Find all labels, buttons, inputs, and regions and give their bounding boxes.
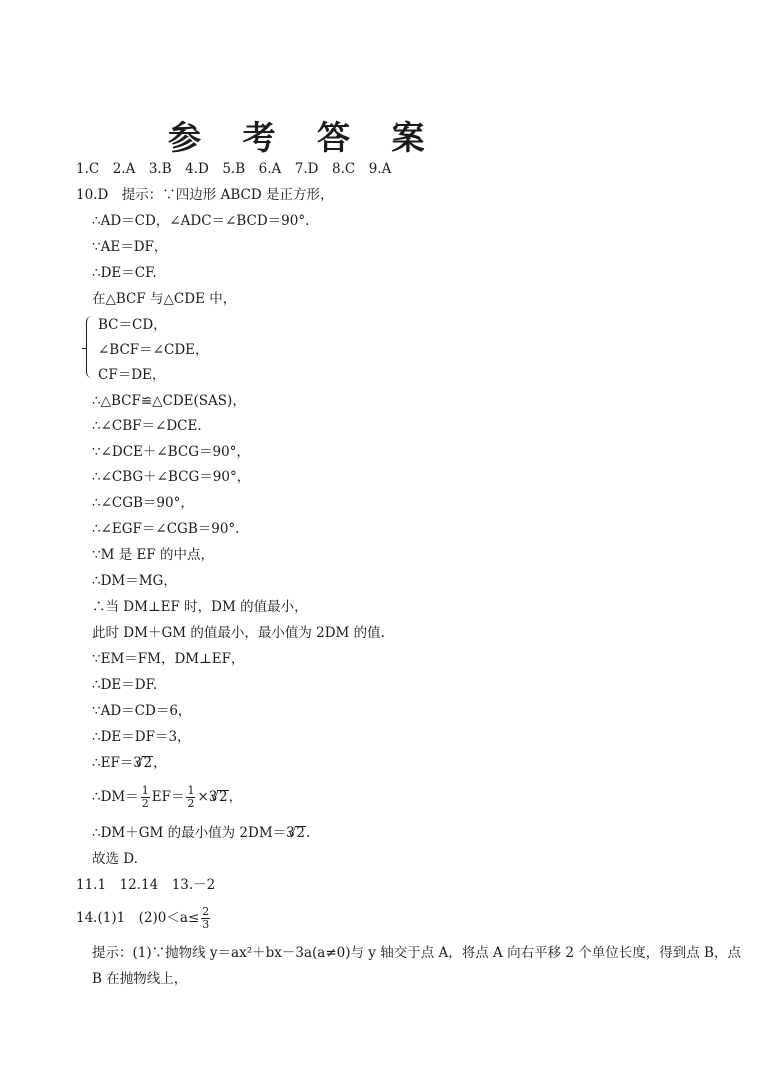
proof-line: ∴∠CBF＝∠DCE.	[92, 418, 202, 434]
proof-line: ∵AE＝DF，	[92, 239, 168, 255]
sqrt: √ 2	[295, 826, 306, 840]
proof-line: ∴∠EGF＝∠CGB＝90°.	[92, 521, 240, 537]
q14-answer	[76, 904, 212, 932]
q14-prefix: 14.(1)1 (2)0＜a≤	[76, 910, 200, 926]
fraction-numerator: 2	[202, 905, 210, 918]
ef-prefix: ∴EF＝3	[92, 755, 142, 771]
min-suffix: .	[305, 825, 311, 841]
fraction	[201, 906, 210, 931]
fraction-denominator: 2	[141, 797, 149, 810]
q10-header: 10.D 提示：∵四边形 ABCD 是正方形，	[76, 187, 334, 203]
proof-line: ∵AD＝CD＝6，	[92, 703, 192, 719]
proof-line: ∵∠DCE＋∠BCG＝90°，	[92, 444, 250, 460]
fraction	[141, 785, 150, 810]
proof-line: ∴∠CBG＋∠BCG＝90°，	[92, 469, 251, 485]
sqrt: √ 2	[217, 790, 228, 804]
dm-times: ×3	[197, 789, 218, 805]
dm-suffix: ，	[228, 789, 243, 805]
dm-prefix: ∴DM＝	[92, 789, 139, 805]
proof-line: ∴DM＝MG，	[92, 573, 177, 589]
proof-line: 在△BCF 与△CDE 中，	[92, 291, 237, 307]
min-prefix: ∴DM＋GM 的最小值为 2DM＝3	[92, 825, 295, 841]
fraction-denominator: 3	[202, 918, 210, 931]
fraction-numerator: 1	[187, 784, 195, 797]
proof-line: 此时 DM＋GM 的值最小，最小值为 2DM 的值.	[92, 625, 385, 641]
fraction-denominator: 2	[187, 797, 195, 810]
proof-line: ∵EM＝FM，DM⊥EF，	[92, 651, 245, 667]
dm-line	[92, 784, 242, 810]
system-line: CF＝DE，	[98, 367, 166, 383]
system-brace	[86, 316, 94, 378]
proof-line: ∴△BCF≌△CDE(SAS)，	[92, 393, 246, 409]
proof-line: ∴AD＝CD，∠ADC＝∠BCD＝90°.	[92, 213, 310, 229]
answers-row-1-9: 1.C 2.A 3.B 4.D 5.B 6.A 7.D 8.C 9.A	[76, 161, 392, 177]
proof-line: ∵M 是 EF 的中点，	[92, 547, 215, 563]
q14-hint-line: 提示：(1)∵抛物线 y＝ax²＋bx－3a(a≠0)与 y 轴交于点 A，将点 A 向右平移 2 个单位长度，得到点 B，点	[92, 945, 741, 961]
answers-row-11-13: 11.1 12.14 13.－2	[76, 877, 216, 893]
proof-line: ∴∠CGB＝90°，	[92, 495, 194, 511]
min-line	[92, 824, 310, 842]
proof-conclusion: 故选 D.	[92, 851, 138, 867]
page-title: 参 考 答 案	[168, 118, 440, 157]
sqrt: √ 2	[142, 756, 153, 770]
proof-line: ∴当 DM⊥EF 时，DM 的值最小，	[92, 599, 308, 615]
system-line: BC＝CD，	[98, 317, 167, 333]
proof-line: ∴DE＝DF＝3，	[92, 729, 191, 745]
ef-suffix: ，	[153, 755, 167, 771]
q14-hint-line: B 在抛物线上，	[92, 971, 188, 987]
dm-mid: EF＝	[151, 789, 185, 805]
proof-line: ∴DE＝DF.	[92, 677, 158, 693]
fraction	[186, 785, 195, 810]
fraction-numerator: 1	[141, 784, 149, 797]
system-line: ∠BCF＝∠CDE，	[98, 342, 209, 358]
ef-line	[92, 754, 167, 772]
proof-line: ∴DE＝CF.	[92, 265, 157, 281]
